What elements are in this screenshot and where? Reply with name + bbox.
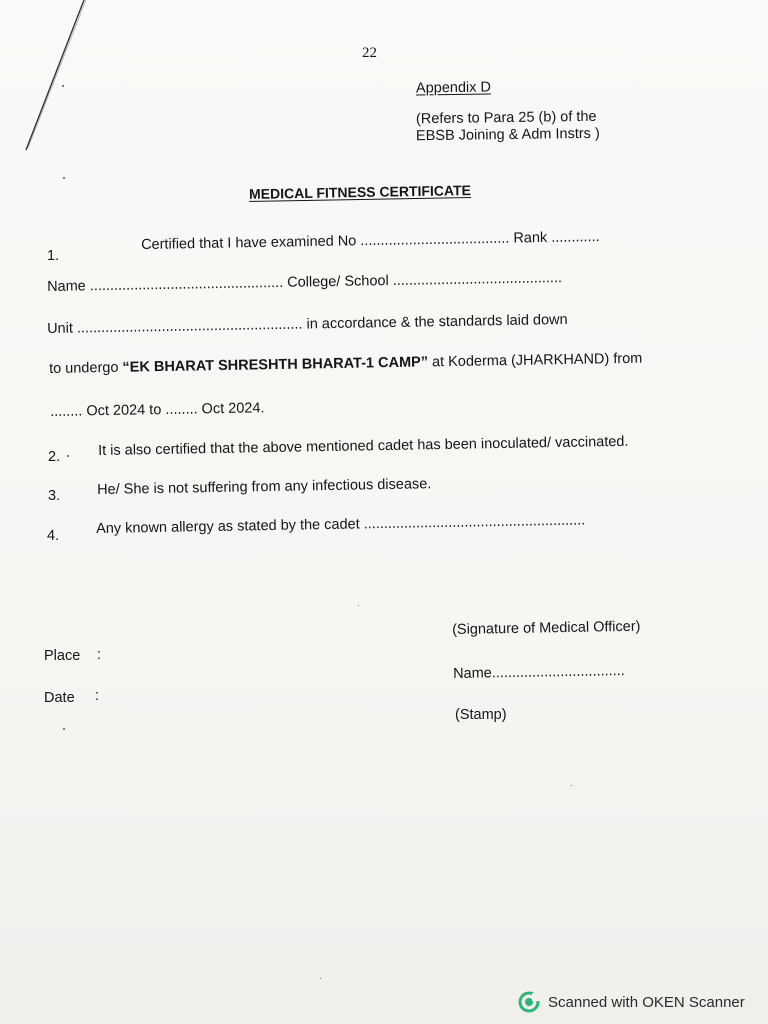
scan-speck [358, 605, 359, 606]
scan-speck [320, 978, 321, 979]
place-label: Place [44, 648, 81, 664]
appendix-refers-line2: EBSB Joining & Adm Instrs ) [415, 125, 600, 145]
item1-line5: ........ Oct 2024 to ........ Oct 2024. [49, 400, 265, 420]
item1-line1: Certified that I have examined No ..................................... Rank ............ [140, 228, 600, 253]
appendix-title: Appendix D [415, 79, 492, 97]
oken-scanner-logo-icon [518, 991, 540, 1013]
place-colon: : [97, 647, 102, 663]
signature-stamp: (Stamp) [455, 707, 507, 723]
signature-officer: (Signature of Medical Officer) [451, 618, 641, 638]
scan-speck [62, 85, 64, 87]
item2-text: It is also certified that the above mentioned cadet has been inoculated/ vaccinated. [97, 433, 629, 459]
scan-speck [63, 728, 65, 730]
signature-name: Name................................. [452, 663, 625, 682]
scanner-watermark [518, 991, 745, 1013]
item3-text: He/ She is not suffering from any infectious disease. [96, 476, 432, 498]
certificate-title: MEDICAL FITNESS CERTIFICATE [248, 182, 472, 202]
item1-number: 1. [47, 248, 60, 264]
page-number: 22 [362, 45, 377, 61]
item1-line4-prefix: to undergo [48, 359, 123, 377]
camp-name: “EK BHARAT SHRESHTH BHARAT-1 CAMP” [122, 354, 429, 376]
appendix-refers-line1: (Refers to Para 25 (b) of the [415, 108, 597, 128]
scan-speck [63, 177, 65, 179]
item3-number: 3. [48, 488, 61, 504]
item4-number: 4. [47, 528, 60, 544]
item1-line4-suffix: at Koderma (JHARKHAND) from [427, 350, 643, 371]
item1-line4 [49, 352, 642, 377]
date-colon: : [95, 688, 100, 704]
date-label: Date [44, 690, 75, 706]
item4-text: Any known allergy as stated by the cadet ....................................................... [95, 512, 586, 537]
scan-speck [571, 785, 572, 786]
scan-speck [67, 455, 69, 457]
item1-line3: Unit ........................................................ in accordance & the standards laid down [46, 311, 568, 337]
item2-number: 2. [48, 449, 61, 465]
item1-line2: Name ................................................ College/ School .......................................... [46, 270, 563, 295]
paper-fold-line [0, 0, 100, 160]
scanner-watermark-text: Scanned with OKEN Scanner [548, 993, 745, 1011]
